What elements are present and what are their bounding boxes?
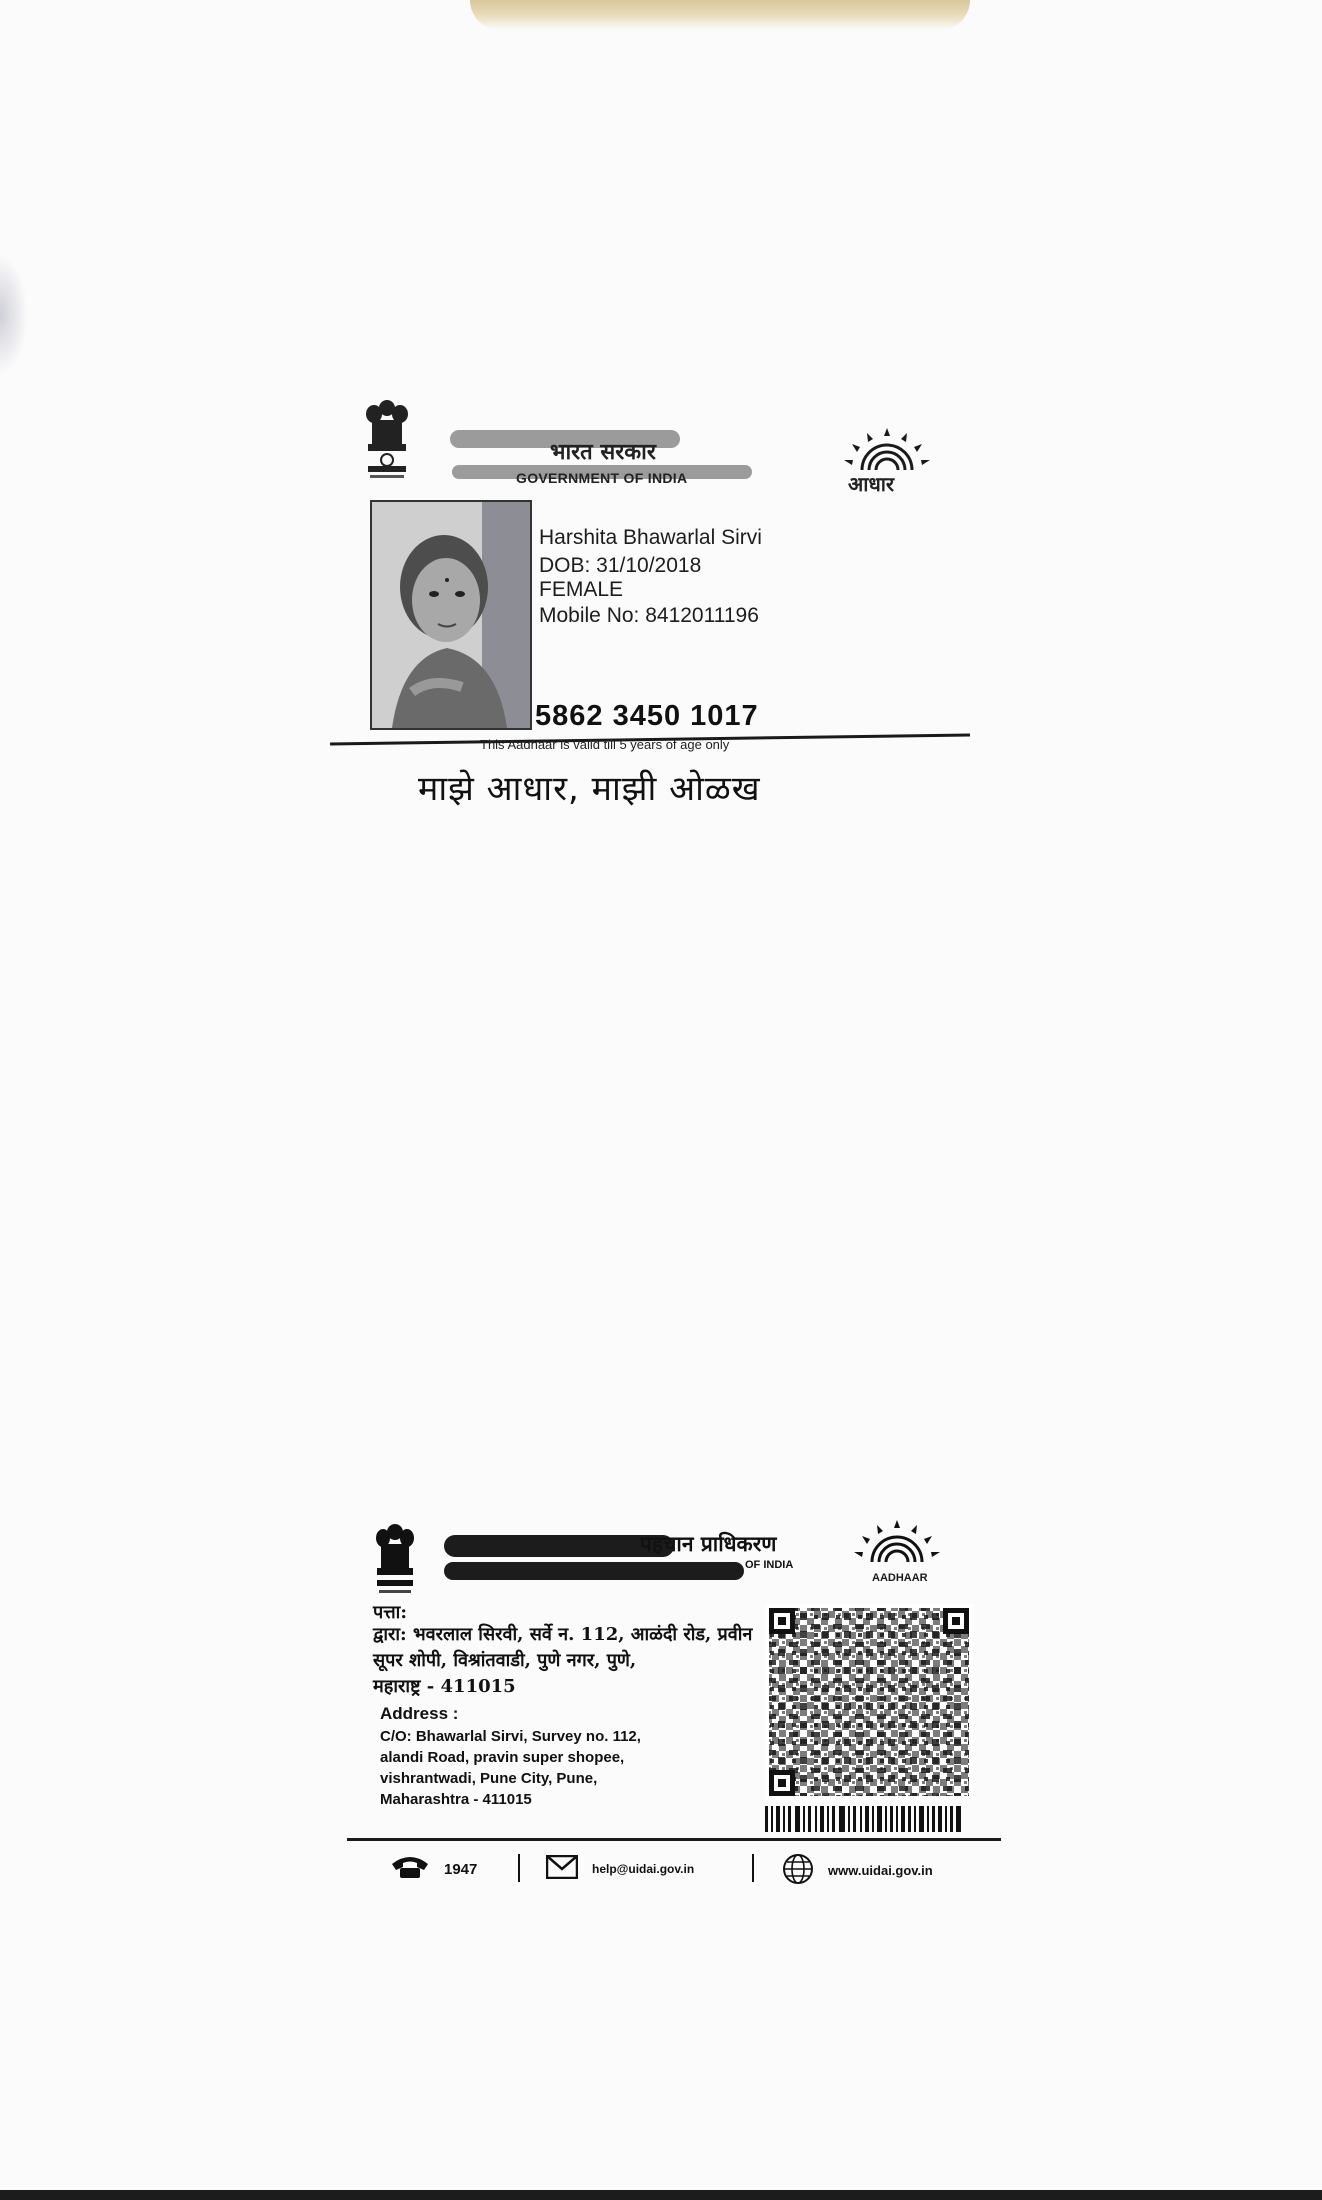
mail-icon [546, 1855, 578, 1882]
address-english [380, 1726, 641, 1810]
aadhaar-number: 5862 3450 1017 [535, 700, 759, 732]
photo [370, 500, 532, 730]
scan-shadow-left [0, 255, 28, 375]
hindi-authority-title: पहचान प्राधिकरण [640, 1531, 777, 1556]
holder-name: Harshita Bhawarlal Sirvi [539, 526, 762, 549]
state-emblem-icon [370, 1522, 420, 1606]
qr-code [765, 1604, 973, 1800]
address-english-line: C/O: Bhawarlal Sirvi, Survey no. 112, [380, 1728, 641, 1745]
address-english-line: vishrantwadi, Pune City, Pune, [380, 1770, 598, 1787]
address-label-hindi: पत्ता: [373, 1602, 407, 1623]
scan-edge-bottom [0, 2190, 1322, 2200]
back-divider [347, 1838, 1001, 1841]
telephone-icon [390, 1854, 430, 1884]
mobile-number: Mobile No: 8412011196 [539, 604, 759, 627]
english-authority-title: OF INDIA [745, 1559, 794, 1571]
date-of-birth: DOB: 31/10/2018 [539, 554, 702, 577]
footer-email [546, 1855, 694, 1882]
english-government-title: GOVERNMENT OF INDIA [516, 470, 688, 486]
barcode [765, 1806, 965, 1832]
gender: FEMALE [539, 578, 624, 601]
aadhaar-logo-text: आधार [848, 472, 895, 496]
validity-note: This Aadhaar is valid till 5 years of age only [480, 737, 730, 752]
address-label: Address : [380, 1704, 459, 1723]
footer-phone [390, 1854, 477, 1884]
state-emblem-icon [360, 398, 414, 482]
hindi-government-title: भारत सरकार [550, 439, 656, 465]
aadhaar-logo-label: AADHAAR [872, 1572, 928, 1584]
help-email: help@uidai.gov.in [592, 1861, 695, 1876]
address-english-line: Maharashtra - 411015 [380, 1791, 532, 1808]
redaction-bar [444, 1562, 744, 1580]
scan-shadow-top [470, 0, 970, 30]
address-hindi [373, 1622, 752, 1700]
address-hindi-line: महाराष्ट्र - 411015 [373, 1676, 516, 1697]
address-hindi-line: सूपर शोपी, विश्रांतवाडी, पुणे नगर, पुणे, [373, 1650, 637, 1671]
helpline-number: 1947 [444, 1860, 478, 1878]
address-hindi-line: द्वारा: भवरलाल सिरवी, सर्वे न. 112, आळंदी रोड, प्रवीन [373, 1624, 753, 1645]
marathi-tagline: माझे आधार, माझी ओळख [418, 769, 761, 809]
website-url: www.uidai.gov.in [828, 1863, 933, 1878]
address-english-line: alandi Road, pravin super shopee, [380, 1749, 625, 1766]
globe-icon [782, 1853, 814, 1888]
footer-separator [752, 1854, 754, 1882]
footer-website [782, 1853, 933, 1888]
footer-separator [518, 1854, 520, 1882]
